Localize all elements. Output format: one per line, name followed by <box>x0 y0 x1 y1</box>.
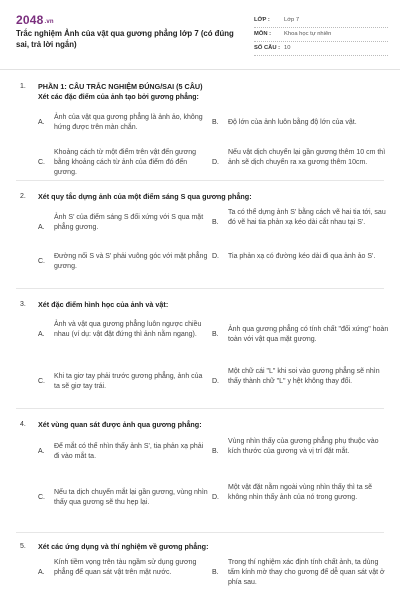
question-title: Xét đặc điểm hình học của ảnh và vật: <box>38 300 169 309</box>
option-text: Ta có thể dựng ảnh S' bằng cách vẽ hai tia tới, sau đó vẽ hai tia phản xạ kéo dài cắt nhau tại S'. <box>228 209 386 227</box>
question-divider <box>16 180 384 181</box>
option-letter: A. <box>38 224 45 231</box>
option-b[interactable] <box>212 558 392 588</box>
option-letter: C. <box>38 258 45 265</box>
option-c[interactable] <box>38 372 210 392</box>
option-text: Khoảng cách từ một điểm trên vật đến gương bằng khoảng cách từ ảnh của điểm đó đến gương. <box>54 149 196 177</box>
option-d[interactable] <box>212 367 392 387</box>
option-letter: C. <box>38 378 45 385</box>
meta-value: Lớp 7 <box>284 17 300 24</box>
option-letter: D. <box>212 159 219 166</box>
option-text: Kính tiềm vọng trên tàu ngầm sử dụng gương phẳng để quan sát vật trên mặt nước. <box>54 559 197 577</box>
option-text: Để mắt có thể nhìn thấy ảnh S', tia phản xạ phải đi vào mắt ta. <box>54 443 204 461</box>
meta-value: Khoa học tự nhiên <box>284 31 332 38</box>
option-b[interactable] <box>212 118 392 128</box>
logo-text: 2048 <box>16 13 44 27</box>
question-title: Xét vùng quan sát được ảnh qua gương phẳng: <box>38 420 202 429</box>
question-number: 4. <box>20 421 26 428</box>
question-title: Xét các ứng dụng và thí nghiệm về gương phẳng: <box>38 542 209 551</box>
option-letter: A. <box>38 569 45 576</box>
option-c[interactable] <box>38 488 210 508</box>
option-letter: C. <box>38 159 45 166</box>
option-a[interactable] <box>38 558 210 578</box>
question-number: 3. <box>20 301 26 308</box>
option-letter: A. <box>38 331 45 338</box>
option-text: Ảnh và vật qua gương phẳng luôn ngược chiều nhau (ví dụ: vật đặt đứng thì ảnh nằm ngang). <box>54 321 202 339</box>
question-divider <box>16 288 384 289</box>
option-letter: A. <box>38 119 45 126</box>
option-a[interactable] <box>38 213 210 233</box>
option-text: Trong thí nghiệm xác định tính chất ảnh, ta dùng tấm kính mờ thay cho gương để dễ quan sát vật ở phía sau. <box>228 559 385 587</box>
option-letter: B. <box>212 219 219 226</box>
option-text: Nếu vật dịch chuyển lại gần gương thêm 10 cm thì ảnh sẽ dịch chuyển ra xa gương thêm 10cm. <box>228 149 386 167</box>
option-a[interactable] <box>38 113 210 133</box>
option-letter: B. <box>212 119 219 126</box>
meta-value: 10 <box>284 45 291 52</box>
option-text: Ảnh S' của điểm sáng S đối xứng với S qua mặt phẳng gương. <box>54 214 204 232</box>
option-letter: D. <box>212 253 219 260</box>
question-number: 2. <box>20 193 26 200</box>
option-text: Ảnh qua gương phẳng có tính chất "đối xứng" hoàn toàn với vật qua mặt gương. <box>228 326 389 344</box>
option-text: Vùng nhìn thấy của gương phẳng phụ thuộc vào kích thước của gương và vị trí đặt mắt. <box>228 438 379 456</box>
option-a[interactable] <box>38 442 210 462</box>
logo-suffix: .vn <box>44 19 54 25</box>
question-title: PHẦN 1: CÂU TRẮC NGHIỆM ĐÚNG/SAI (5 CÂU) <box>38 82 203 91</box>
option-d[interactable] <box>212 483 392 503</box>
option-text: Tia phản xạ có đường kéo dài đi qua ảnh ảo S'. <box>228 253 376 260</box>
header-divider <box>0 69 400 70</box>
option-text: Ảnh của vật qua gương phẳng là ảnh ảo, không hứng được trên màn chắn. <box>54 114 203 132</box>
question-title: Xét quy tắc dựng ảnh của một điểm sáng S qua gương phẳng: <box>38 192 252 201</box>
meta-key: LỚP : <box>254 17 270 24</box>
option-text: Một vật đặt nằm ngoài vùng nhìn thấy thì ta sẽ không nhìn thấy ảnh của nó trong gương. <box>228 484 372 502</box>
option-text: Đường nối S và S' phải vuông góc với mặt phẳng gương. <box>54 253 208 271</box>
question-divider <box>16 408 384 409</box>
option-b[interactable] <box>212 208 392 228</box>
question-number: 1. <box>20 83 26 90</box>
option-text: Khi ta giơ tay phải trước gương phẳng, ảnh của ta sẽ giơ tay trái. <box>54 373 203 391</box>
meta-panel <box>254 14 388 56</box>
option-d[interactable] <box>212 252 392 262</box>
meta-row-grade <box>254 14 388 28</box>
option-letter: D. <box>212 378 219 385</box>
meta-row-subject <box>254 28 388 42</box>
option-letter: B. <box>212 569 219 576</box>
question-subtitle: Xét các đặc điểm của ảnh tạo bởi gương phẳng: <box>38 94 199 101</box>
option-letter: A. <box>38 448 45 455</box>
site-logo[interactable] <box>16 12 54 29</box>
option-d[interactable] <box>212 148 392 168</box>
page-header <box>0 0 400 68</box>
question-number: 5. <box>20 543 26 550</box>
option-b[interactable] <box>212 325 392 345</box>
option-text: Nếu ta dịch chuyển mắt lại gần gương, vùng nhìn thấy qua gương sẽ thu hẹp lại. <box>54 489 208 507</box>
meta-key: SỐ CÂU : <box>254 45 281 52</box>
meta-row-count <box>254 42 388 56</box>
option-c[interactable] <box>38 252 210 272</box>
option-b[interactable] <box>212 437 392 457</box>
option-text: Một chữ cái "L" khi soi vào gương phẳng sẽ nhìn thấy thành chữ "L" y hệt không thay đổi. <box>228 368 380 386</box>
option-letter: B. <box>212 448 219 455</box>
question-divider <box>16 532 384 533</box>
meta-key: MÔN : <box>254 31 272 38</box>
option-letter: D. <box>212 494 219 501</box>
option-text: Độ lớn của ảnh luôn bằng độ lớn của vật. <box>228 119 357 126</box>
option-letter: B. <box>212 331 219 338</box>
option-letter: C. <box>38 494 45 501</box>
option-a[interactable] <box>38 320 210 340</box>
page-title: Trắc nghiệm Ảnh của vật qua gương phẳng lớp 7 (có đúng sai, trả lời ngắn) <box>16 29 234 50</box>
option-c[interactable] <box>38 148 210 178</box>
